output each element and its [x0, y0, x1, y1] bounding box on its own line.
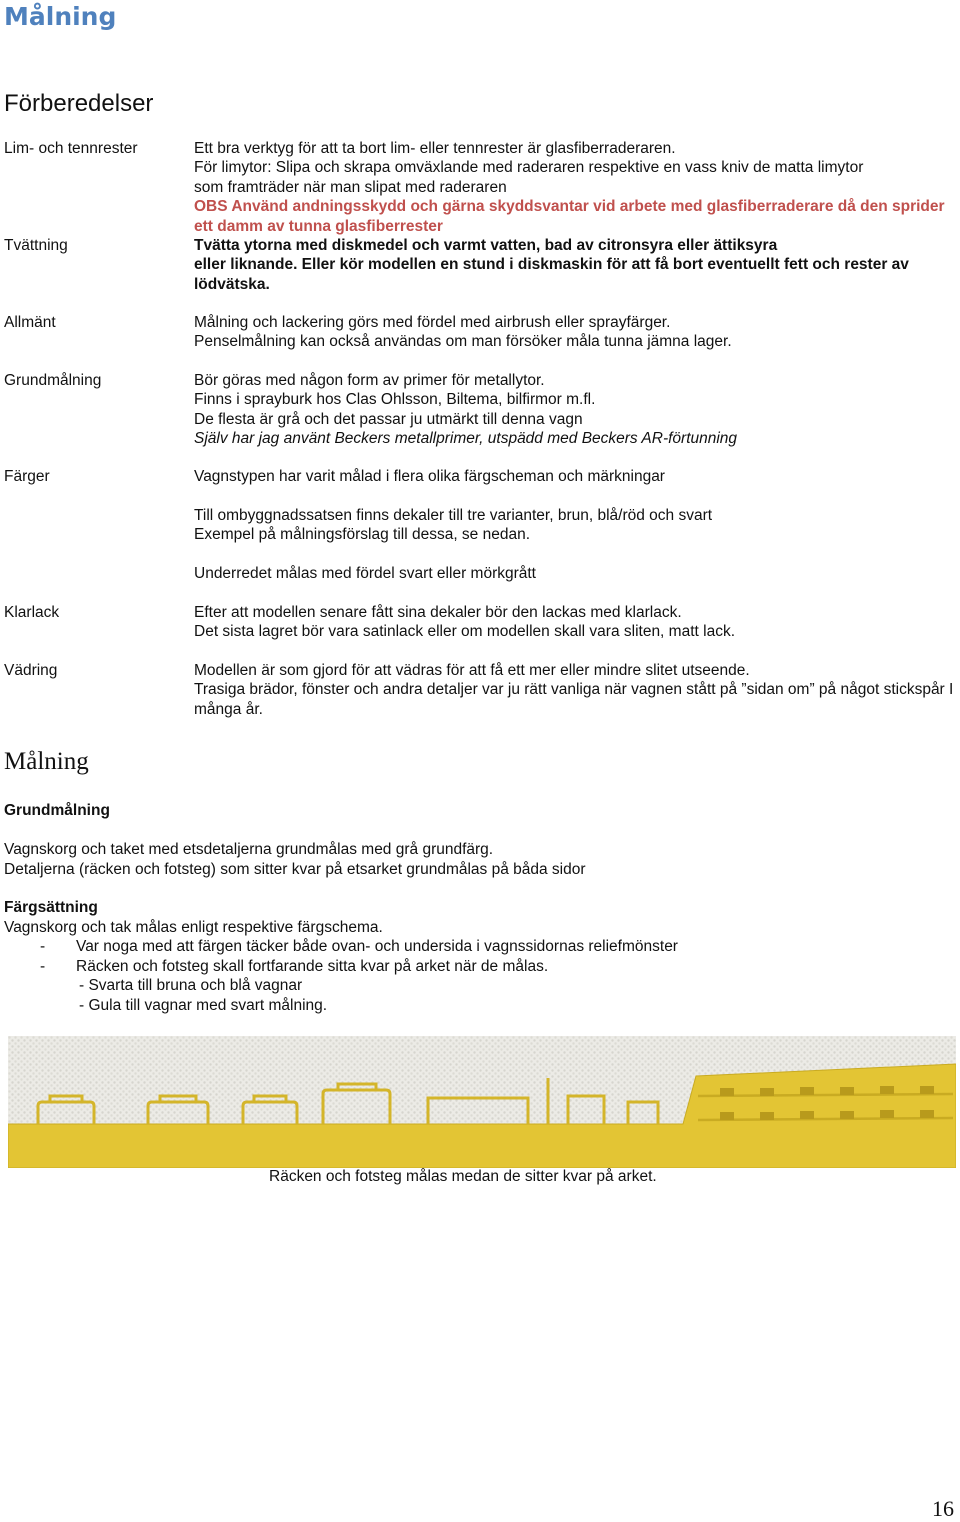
photo-caption: Räcken och fotsteg målas medan de sitter kvar på arket.: [269, 1168, 657, 1185]
row-label: Tvättning: [4, 237, 68, 254]
text-line: Det sista lagret bör vara satinlack eller om modellen skall vara sliten, matt lack.: [194, 623, 735, 641]
text-line: De flesta är grå och det passar ju utmärkt till denna vagn: [194, 410, 583, 428]
section-heading-preparations: Förberedelser: [4, 90, 154, 117]
row-label: Grundmålning: [4, 372, 102, 389]
bullet-item: [4, 937, 954, 957]
text-line: eller liknande. Eller kör modellen en stund i diskmaskin för att få bort eventuellt fett och rester av lödvätska.: [194, 256, 909, 293]
row-label: Klarlack: [4, 604, 60, 621]
bullet-dash: -: [40, 957, 46, 975]
text-line: Vagnskorg och taket med etsdetaljerna grundmålas med grå grundfärg.: [4, 841, 494, 858]
primer-section: [4, 801, 954, 879]
page-number: 16: [932, 1496, 954, 1521]
text-line: Modellen är som gjord för att vädras för att få ett mer eller mindre slitet utseende.: [194, 662, 750, 679]
text-line: Vagnskorg och tak målas enligt respektive färgschema.: [4, 918, 383, 936]
text-line: Tvätta ytorna med diskmedel och varmt vatten, bad av citronsyra eller ättiksyra: [194, 237, 778, 254]
text-line: Vagnstypen har varit målad i flera olika färgscheman och märkningar: [194, 468, 665, 485]
text-line: Underredet målas med fördel svart eller mörkgrått: [194, 565, 536, 582]
bullet-text: Var noga med att färgen täcker både ovan- och undersida i vagnssidornas reliefmönster: [76, 938, 678, 955]
color-section: [4, 898, 954, 1015]
document-title: Målning: [4, 2, 117, 31]
row-content: [194, 661, 954, 719]
text-line: Målning och lackering görs med fördel med airbrush eller sprayfärger.: [194, 314, 671, 331]
row-content: [194, 139, 954, 236]
bullet-text: Räcken och fotsteg skall fortfarande sitta kvar på arket när de målas.: [76, 957, 549, 975]
row-content: [194, 236, 954, 294]
row-label: Färger: [4, 468, 50, 485]
text-line: Till ombyggnadssatsen finns dekaler till tre varianter, brun, blå/röd och svart: [194, 506, 713, 524]
subheading-primer: Grundmålning: [4, 802, 110, 819]
bullet-item: [4, 957, 954, 977]
sub-item: - Svarta till bruna och blå vagnar: [79, 977, 303, 994]
subheading-color: Färgsättning: [4, 899, 98, 916]
text-line: Exempel på målningsförslag till dessa, se nedan.: [194, 526, 531, 544]
text-line: Ett bra verktyg för att ta bort lim- eller tennrester är glasfiberraderaren.: [194, 140, 676, 157]
text-line: Efter att modellen senare fått sina dekaler bör den lackas med klarlack.: [194, 604, 682, 621]
row-content: [194, 467, 954, 583]
text-line: Själv har jag använt Beckers metallprimer, utspädd med Beckers AR-förtunning: [194, 430, 738, 448]
row-label: Allmänt: [4, 314, 56, 331]
text-line: Bör göras med någon form av primer för metallytor.: [194, 372, 545, 389]
row-label: Vädring: [4, 662, 58, 679]
etched-sheet-photo: [8, 1036, 956, 1168]
text-line: Penselmålning kan också användas om man försöker måla tunna jämna lager.: [194, 333, 732, 351]
warning-text: OBS Använd andningsskydd och gärna skyddsvantar vid arbete med glasfiberraderare då den sprider ett damm av tunna glasfiberrester: [194, 198, 945, 235]
text-line: Detaljerna (räcken och fotsteg) som sitter kvar på etsarket grundmålas på båda sidor: [4, 860, 586, 878]
text-line: Trasiga brädor, fönster och andra detaljer var ju rätt vanliga när vagnen stått på ”sidan om” på något stickspår I många år.: [194, 681, 954, 718]
sub-item: - Gula till vagnar med svart målning.: [79, 996, 328, 1014]
text-line: som framträder när man slipat med raderaren: [194, 178, 507, 196]
text-line: För limytor: Slipa och skrapa omväxlande med raderaren respektive en vass kniv de matta limytor: [194, 159, 864, 177]
section-heading-painting: Målning: [4, 748, 89, 775]
text-line: Finns i sprayburk hos Clas Ohlsson, Biltema, bilfirmor m.fl.: [194, 391, 596, 409]
row-content: [194, 313, 954, 352]
bullet-dash: -: [40, 938, 46, 955]
row-content: [194, 603, 954, 642]
row-label: Lim- och tennrester: [4, 140, 138, 157]
row-content: [194, 371, 954, 449]
